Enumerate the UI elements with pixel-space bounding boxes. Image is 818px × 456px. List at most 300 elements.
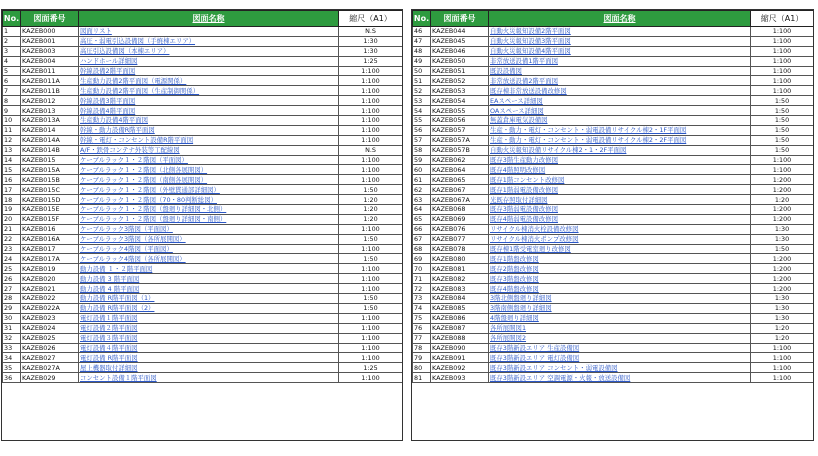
table-row	[3, 86, 403, 96]
drawing-scale: 1:100	[339, 165, 403, 175]
drawing-title-link[interactable]: 動力設備 R階平面図（1）	[79, 294, 339, 304]
drawing-scale: 1:200	[751, 264, 814, 274]
table-row	[3, 66, 403, 76]
drawing-title-link[interactable]: 3階南側盤廻り詳細図	[489, 303, 751, 313]
drawing-scale: 1:30	[751, 313, 814, 323]
drawing-title-link[interactable]: ケーブルラック１・２階図（盤廻り詳細図・南側）	[79, 214, 339, 224]
row-number: 33	[3, 343, 21, 353]
table-row	[3, 234, 403, 244]
drawing-number: KAZEB020	[21, 274, 79, 284]
row-number: 1	[3, 27, 21, 37]
row-number: 12	[3, 135, 21, 145]
table-row	[3, 274, 403, 284]
table-row	[3, 27, 403, 37]
drawing-number: KAZEB015F	[21, 214, 79, 224]
drawing-number: KAZEB092	[431, 363, 489, 373]
drawing-scale: 1:100	[751, 76, 814, 86]
drawing-scale: 1:100	[339, 135, 403, 145]
drawing-number: KAZEB021	[21, 284, 79, 294]
drawing-number: KAZEB001	[21, 36, 79, 46]
drawing-title-link[interactable]: 生産動力設備2階平面図（生産制御関係）	[79, 86, 339, 96]
drawing-title-link[interactable]: 既存2階盤改修図	[489, 264, 751, 274]
drawing-scale: 1:100	[339, 284, 403, 294]
row-number: 80	[413, 363, 431, 373]
drawing-title-link[interactable]: ケーブルラック１・２階図（盤廻り詳細図・北側）	[79, 205, 339, 215]
drawing-number: KAZEB057A	[431, 135, 489, 145]
row-number: 26	[3, 274, 21, 284]
header-drawing-number: 図面番号	[431, 11, 489, 27]
drawing-scale: N.S	[339, 145, 403, 155]
drawing-title-link[interactable]: A/F・鉄骨コンテナ外装等工配線図	[79, 145, 339, 155]
drawing-number: KAZEB090	[431, 343, 489, 353]
drawing-number: KAZEB085	[431, 303, 489, 313]
drawing-number: KAZEB062	[431, 155, 489, 165]
table-row	[3, 96, 403, 106]
drawing-scale: 1:100	[751, 46, 814, 56]
table-row	[3, 224, 403, 234]
row-number: 15	[3, 165, 21, 175]
row-number: 50	[413, 66, 431, 76]
header-no: No.	[413, 11, 431, 27]
row-number: 21	[3, 224, 21, 234]
drawing-title-link[interactable]: 動力設備 １・２階平面図	[79, 264, 339, 274]
row-number: 56	[413, 125, 431, 135]
header-no: No.	[3, 11, 21, 27]
drawing-scale: 1:20	[751, 333, 814, 343]
table-row	[413, 205, 814, 215]
drawing-number: KAZEB017A	[21, 254, 79, 264]
drawing-title-link[interactable]: 生産動力設備2階平面図（電源関係）	[79, 76, 339, 86]
table-row	[413, 86, 814, 96]
drawing-title-link[interactable]: 既存3階盤改修図	[489, 274, 751, 284]
row-number: 25	[3, 264, 21, 274]
drawing-title-link[interactable]: 既設設備図	[489, 66, 751, 76]
drawing-scale: 1:100	[751, 353, 814, 363]
drawing-number: KAZEB065	[431, 175, 489, 185]
drawing-number: KAZEB015C	[21, 185, 79, 195]
drawing-title-link[interactable]: 光既存照取付詳細図	[489, 195, 751, 205]
drawing-number: KAZEB067A	[431, 195, 489, 205]
drawing-scale: 1:20	[339, 205, 403, 215]
drawing-title-link[interactable]: 無蓋倉庫電気設備図	[489, 116, 751, 126]
drawing-number: KAZEB012	[21, 96, 79, 106]
drawing-title-link[interactable]: 既存3階新設エリア 電灯設備図	[489, 353, 751, 363]
drawing-title-link[interactable]: ケーブルラック１・２階図（外壁貫通部詳細図）	[79, 185, 339, 195]
drawing-scale: 1:50	[339, 254, 403, 264]
drawing-title-link[interactable]: EAスペース詳細図	[489, 96, 751, 106]
row-number: 18	[3, 195, 21, 205]
drawing-number: KAZEB022A	[21, 303, 79, 313]
table-row	[413, 363, 814, 373]
drawing-number: KAZEB016A	[21, 234, 79, 244]
table-row	[3, 363, 403, 373]
table-row	[413, 313, 814, 323]
drawing-scale: 1:30	[751, 294, 814, 304]
header-scale: 縮尺（A1）	[751, 11, 814, 27]
drawing-number: KAZEB025	[21, 333, 79, 343]
drawing-title-link[interactable]: 幹線設備3階平面図	[79, 96, 339, 106]
row-number: 75	[413, 313, 431, 323]
drawing-scale: 1:20	[339, 214, 403, 224]
drawing-title-link[interactable]: 電灯設備３階平面図	[79, 333, 339, 343]
drawing-title-link[interactable]: ケーブルラック4階図（平面図）	[79, 244, 339, 254]
drawing-title-link[interactable]: 自動火災報知設備4階平面図	[489, 46, 751, 56]
drawing-title-link[interactable]: 電灯設備 R階平面図	[79, 353, 339, 363]
drawing-number: KAZEB067	[431, 185, 489, 195]
drawing-scale: 1:25	[339, 56, 403, 66]
drawing-number: KAZEB014	[21, 125, 79, 135]
drawing-title-link[interactable]: 既存3階弱電設備改修図	[489, 205, 751, 215]
row-number: 59	[413, 155, 431, 165]
table-row	[413, 214, 814, 224]
table-row	[3, 76, 403, 86]
row-number: 16	[3, 175, 21, 185]
drawing-scale: 1:100	[339, 76, 403, 86]
drawing-number: KAZEB044	[431, 27, 489, 37]
drawing-title-link[interactable]: 既存4階照明改修図	[489, 165, 751, 175]
drawing-number: KAZEB087	[431, 323, 489, 333]
drawing-title-link[interactable]: ケーブルラック4階図（各所展開図）	[79, 254, 339, 264]
row-number: 63	[413, 195, 431, 205]
table-row	[3, 313, 403, 323]
table-row	[3, 214, 403, 224]
drawing-scale: 1:100	[339, 155, 403, 165]
row-number: 13	[3, 145, 21, 155]
drawing-title-link[interactable]: 既存3階新設エリア 空調電源・火報・放送設備図	[489, 373, 751, 383]
drawing-scale: 1:50	[751, 135, 814, 145]
table-row	[413, 195, 814, 205]
drawing-title-link[interactable]: 幹線・電灯・コンセント設備R階平面図	[79, 135, 339, 145]
row-number: 23	[3, 244, 21, 254]
drawing-title-link[interactable]: 既存3階新設エリア 生産設備図	[489, 343, 751, 353]
drawing-scale: 1:100	[339, 106, 403, 116]
drawing-number: KAZEB022	[21, 294, 79, 304]
drawing-scale: 1:20	[751, 323, 814, 333]
drawing-scale: 1:100	[339, 116, 403, 126]
drawing-scale: 1:20	[751, 195, 814, 205]
row-number: 66	[413, 224, 431, 234]
drawing-scale: 1:200	[751, 185, 814, 195]
drawing-title-link[interactable]: OAスペース詳細図	[489, 106, 751, 116]
row-number: 8	[3, 96, 21, 106]
drawing-scale: 1:100	[751, 36, 814, 46]
row-number: 14	[3, 155, 21, 165]
drawing-number: KAZEB091	[431, 353, 489, 363]
drawing-number: KAZEB016	[21, 224, 79, 234]
table-row	[3, 195, 403, 205]
table-row	[3, 175, 403, 185]
drawing-scale: 1:20	[339, 195, 403, 205]
drawing-number: KAZEB015	[21, 155, 79, 165]
drawing-scale: 1:50	[339, 294, 403, 304]
row-number: 22	[3, 234, 21, 244]
row-number: 24	[3, 254, 21, 264]
drawing-scale: 1:100	[751, 27, 814, 37]
drawing-scale: 1:25	[339, 363, 403, 373]
row-number: 62	[413, 185, 431, 195]
drawing-title-link[interactable]: ケーブルラック１・２階図（70・80判断総図）	[79, 195, 339, 205]
table-row	[3, 106, 403, 116]
drawing-scale: 1:100	[751, 155, 814, 165]
row-number: 79	[413, 353, 431, 363]
drawing-number: KAZEB024	[21, 323, 79, 333]
header-drawing-name: 図面名称	[79, 11, 339, 27]
drawing-title-link[interactable]: 電灯設備４階平面図	[79, 343, 339, 353]
row-number: 74	[413, 303, 431, 313]
drawing-title-link[interactable]: 幹線設備2階平面図	[79, 66, 339, 76]
drawing-number: KAZEB068	[431, 205, 489, 215]
table-row	[3, 125, 403, 135]
drawing-number: KAZEB003	[21, 46, 79, 56]
table-row	[413, 175, 814, 185]
header-drawing-number: 図面番号	[21, 11, 79, 27]
drawing-scale: 1:50	[751, 125, 814, 135]
table-row	[413, 234, 814, 244]
row-number: 46	[413, 27, 431, 37]
drawing-title-link[interactable]: 自動火災報知設備2階平面図	[489, 27, 751, 37]
drawing-title-link[interactable]: 幹線設備4階平面図	[79, 106, 339, 116]
row-number: 31	[3, 323, 21, 333]
table-row	[3, 294, 403, 304]
drawing-scale: 1:30	[751, 224, 814, 234]
drawing-number: KAZEB045	[431, 36, 489, 46]
drawing-number: KAZEB078	[431, 244, 489, 254]
table-row	[413, 333, 814, 343]
drawing-title-link[interactable]: 既存1階盤改修図	[489, 254, 751, 264]
drawing-title-link[interactable]: 自動火災報知設備リサイクル棟2・1・2F平面図	[489, 145, 751, 155]
row-number: 32	[3, 333, 21, 343]
row-number: 77	[413, 333, 431, 343]
table-row	[3, 165, 403, 175]
row-number: 48	[413, 46, 431, 56]
drawing-number: KAZEB057	[431, 125, 489, 135]
table-row	[413, 155, 814, 165]
drawing-number: KAZEB011B	[21, 86, 79, 96]
drawing-scale: 1:100	[339, 343, 403, 353]
drawing-title-link[interactable]: 自動火災報知設備3階平面図	[489, 36, 751, 46]
drawing-scale: 1:30	[339, 46, 403, 56]
drawing-scale: 1:100	[339, 323, 403, 333]
table-row	[413, 323, 814, 333]
row-number: 11	[3, 125, 21, 135]
row-number: 5	[3, 66, 21, 76]
row-number: 70	[413, 264, 431, 274]
drawing-number: KAZEB000	[21, 27, 79, 37]
drawing-title-link[interactable]: リサイクル棟消火ポンプ改修図	[489, 234, 751, 244]
drawing-title-link[interactable]: ケーブルラック3階図（各所展開図）	[79, 234, 339, 244]
row-number: 72	[413, 284, 431, 294]
row-number: 51	[413, 76, 431, 86]
drawing-number: KAZEB056	[431, 116, 489, 126]
drawing-scale: 1:100	[339, 244, 403, 254]
drawing-title-link[interactable]: 既存3階生産動力改修図	[489, 155, 751, 165]
drawing-number: KAZEB014A	[21, 135, 79, 145]
drawing-scale: 1:30	[751, 303, 814, 313]
table-row	[3, 303, 403, 313]
row-number: 49	[413, 56, 431, 66]
drawing-number: KAZEB086	[431, 313, 489, 323]
drawing-title-link[interactable]: 非常放送設備1階平面図	[489, 56, 751, 66]
table-row	[413, 106, 814, 116]
table-row	[413, 274, 814, 284]
drawing-title-link[interactable]: 幹線・動力設備R階平面図	[79, 125, 339, 135]
row-number: 67	[413, 234, 431, 244]
drawing-scale: 1:100	[339, 353, 403, 363]
drawing-number: KAZEB013A	[21, 116, 79, 126]
drawing-number: KAZEB051	[431, 66, 489, 76]
drawing-title-link[interactable]: 高圧・弱電引込設備図（手焼棟エリア）	[79, 36, 339, 46]
drawing-title-link[interactable]: 動力設備 3 階平面図	[79, 274, 339, 284]
drawing-scale: 1:50	[339, 303, 403, 313]
row-number: 64	[413, 205, 431, 215]
table-row	[413, 36, 814, 46]
row-number: 19	[3, 205, 21, 215]
table-row	[413, 294, 814, 304]
row-number: 34	[3, 353, 21, 363]
drawing-title-link[interactable]: 図面リスト	[79, 27, 339, 37]
drawing-number: KAZEB069	[431, 214, 489, 224]
drawing-title-link[interactable]: リサイクル棟消火栓設備改修図	[489, 224, 751, 234]
drawing-scale: 1:30	[751, 234, 814, 244]
drawing-title-link[interactable]: 4階盤廻り詳細図	[489, 313, 751, 323]
drawing-number: KAZEB054	[431, 96, 489, 106]
table-row	[413, 46, 814, 56]
drawing-title-link[interactable]: ケーブルラック１・２階図（北側各展開図）	[79, 165, 339, 175]
drawing-title-link[interactable]: 動力設備 R階平面図（2）	[79, 303, 339, 313]
drawing-scale: 1:30	[339, 36, 403, 46]
row-number: 55	[413, 116, 431, 126]
drawing-scale: 1:100	[339, 66, 403, 76]
drawing-title-link[interactable]: 既存棟1階受電室廻り改修図	[489, 244, 751, 254]
drawing-title-link[interactable]: コンセント設備１階平面図	[79, 373, 339, 383]
table-row	[3, 284, 403, 294]
drawing-number: KAZEB029	[21, 373, 79, 383]
row-number: 69	[413, 254, 431, 264]
drawing-scale: 1:100	[339, 224, 403, 234]
drawing-number: KAZEB081	[431, 264, 489, 274]
drawing-number: KAZEB052	[431, 76, 489, 86]
drawing-title-link[interactable]: 電灯設備２階平面図	[79, 323, 339, 333]
row-number: 81	[413, 373, 431, 383]
drawing-number: KAZEB011	[21, 66, 79, 76]
drawing-title-link[interactable]: 高圧引込設備図（本棟エリア）	[79, 46, 339, 56]
table-row	[413, 303, 814, 313]
table-row	[3, 244, 403, 254]
drawing-title-link[interactable]: ケーブルラック１・２階図（平面図）	[79, 155, 339, 165]
table-row	[413, 56, 814, 66]
drawing-scale: 1:100	[751, 165, 814, 175]
drawing-number: KAZEB077	[431, 234, 489, 244]
drawing-title-link[interactable]: 既存1階弱電設備改修図	[489, 185, 751, 195]
drawing-title-link[interactable]: 既存4階盤改修図	[489, 284, 751, 294]
table-row	[413, 343, 814, 353]
row-number: 73	[413, 294, 431, 304]
drawing-scale: 1:200	[751, 254, 814, 264]
drawing-number: KAZEB057B	[431, 145, 489, 155]
row-number: 36	[3, 373, 21, 383]
drawing-title-link[interactable]: 生産動力設備4階平面図	[79, 116, 339, 126]
row-number: 4	[3, 56, 21, 66]
drawing-title-link[interactable]: 各所展開図2	[489, 333, 751, 343]
row-number: 52	[413, 86, 431, 96]
drawing-title-link[interactable]: 生産・動力・電灯・コンセント・弱電設備リサイクル棟2・2F平面図	[489, 135, 751, 145]
drawing-scale: 1:200	[751, 175, 814, 185]
drawing-number: KAZEB064	[431, 165, 489, 175]
drawing-scale: 1:50	[339, 185, 403, 195]
drawing-title-link[interactable]: 既存1階コンセント改修図	[489, 175, 751, 185]
drawing-scale: 1:50	[751, 116, 814, 126]
row-number: 58	[413, 145, 431, 155]
table-row	[3, 135, 403, 145]
drawing-list-table-right	[411, 9, 814, 441]
drawing-scale: 1:200	[751, 205, 814, 215]
row-number: 61	[413, 175, 431, 185]
table-row	[413, 254, 814, 264]
row-number: 7	[3, 86, 21, 96]
table-row	[3, 254, 403, 264]
table-row	[413, 353, 814, 363]
drawing-title-link[interactable]: ハンドホール詳細図	[79, 56, 339, 66]
row-number: 65	[413, 214, 431, 224]
drawing-title-link[interactable]: 非常放送設備2階平面図	[489, 76, 751, 86]
table-row	[3, 343, 403, 353]
row-number: 20	[3, 214, 21, 224]
row-number: 76	[413, 323, 431, 333]
table-row	[413, 116, 814, 126]
drawing-title-link[interactable]: ケーブルラック3階図（平面図）	[79, 224, 339, 234]
drawing-title-link[interactable]: 動力設備 4 階平面図	[79, 284, 339, 294]
drawing-scale: 1:100	[751, 343, 814, 353]
drawing-scale: 1:200	[751, 214, 814, 224]
drawing-list-table-left	[1, 9, 403, 441]
drawing-scale: 1:100	[751, 373, 814, 383]
drawing-number: KAZEB011A	[21, 76, 79, 86]
drawing-title-link[interactable]: 既存棟非常放送設備改修図	[489, 86, 751, 96]
drawing-scale: 1:50	[339, 234, 403, 244]
table-row	[3, 373, 403, 383]
drawing-title-link[interactable]: ケーブルラック１・２階図（南側各展開図）	[79, 175, 339, 185]
table-row	[413, 264, 814, 274]
drawing-scale: 1:100	[339, 86, 403, 96]
drawing-number: KAZEB088	[431, 333, 489, 343]
drawing-number: KAZEB013	[21, 106, 79, 116]
row-number: 60	[413, 165, 431, 175]
table-row	[413, 185, 814, 195]
drawing-number: KAZEB027	[21, 353, 79, 363]
drawing-scale: 1:100	[339, 274, 403, 284]
drawing-title-link[interactable]: 生産・動力・電灯・コンセント・弱電設備リサイクル棟2・1F平面図	[489, 125, 751, 135]
table-row	[3, 145, 403, 155]
drawing-title-link[interactable]: 3階北側盤廻り詳細図	[489, 294, 751, 304]
drawing-number: KAZEB046	[431, 46, 489, 56]
drawing-title-link[interactable]: 既存3階新設エリア コンセント・弱電設備図	[489, 363, 751, 373]
drawing-title-link[interactable]: 既存4階弱電設備改修図	[489, 214, 751, 224]
row-number: 3	[3, 46, 21, 56]
row-number: 57	[413, 135, 431, 145]
table-row	[3, 36, 403, 46]
drawing-title-link[interactable]: 屋上機器取付詳細図	[79, 363, 339, 373]
drawing-scale: 1:50	[751, 106, 814, 116]
row-number: 9	[3, 106, 21, 116]
drawing-scale: 1:100	[339, 175, 403, 185]
row-number: 78	[413, 343, 431, 353]
table-row	[413, 145, 814, 155]
drawing-scale: N.S	[339, 27, 403, 37]
header-drawing-name: 図面名称	[489, 11, 751, 27]
drawing-title-link[interactable]: 各所展開図1	[489, 323, 751, 333]
drawing-title-link[interactable]: 電灯設備１階平面図	[79, 313, 339, 323]
table-row	[413, 27, 814, 37]
